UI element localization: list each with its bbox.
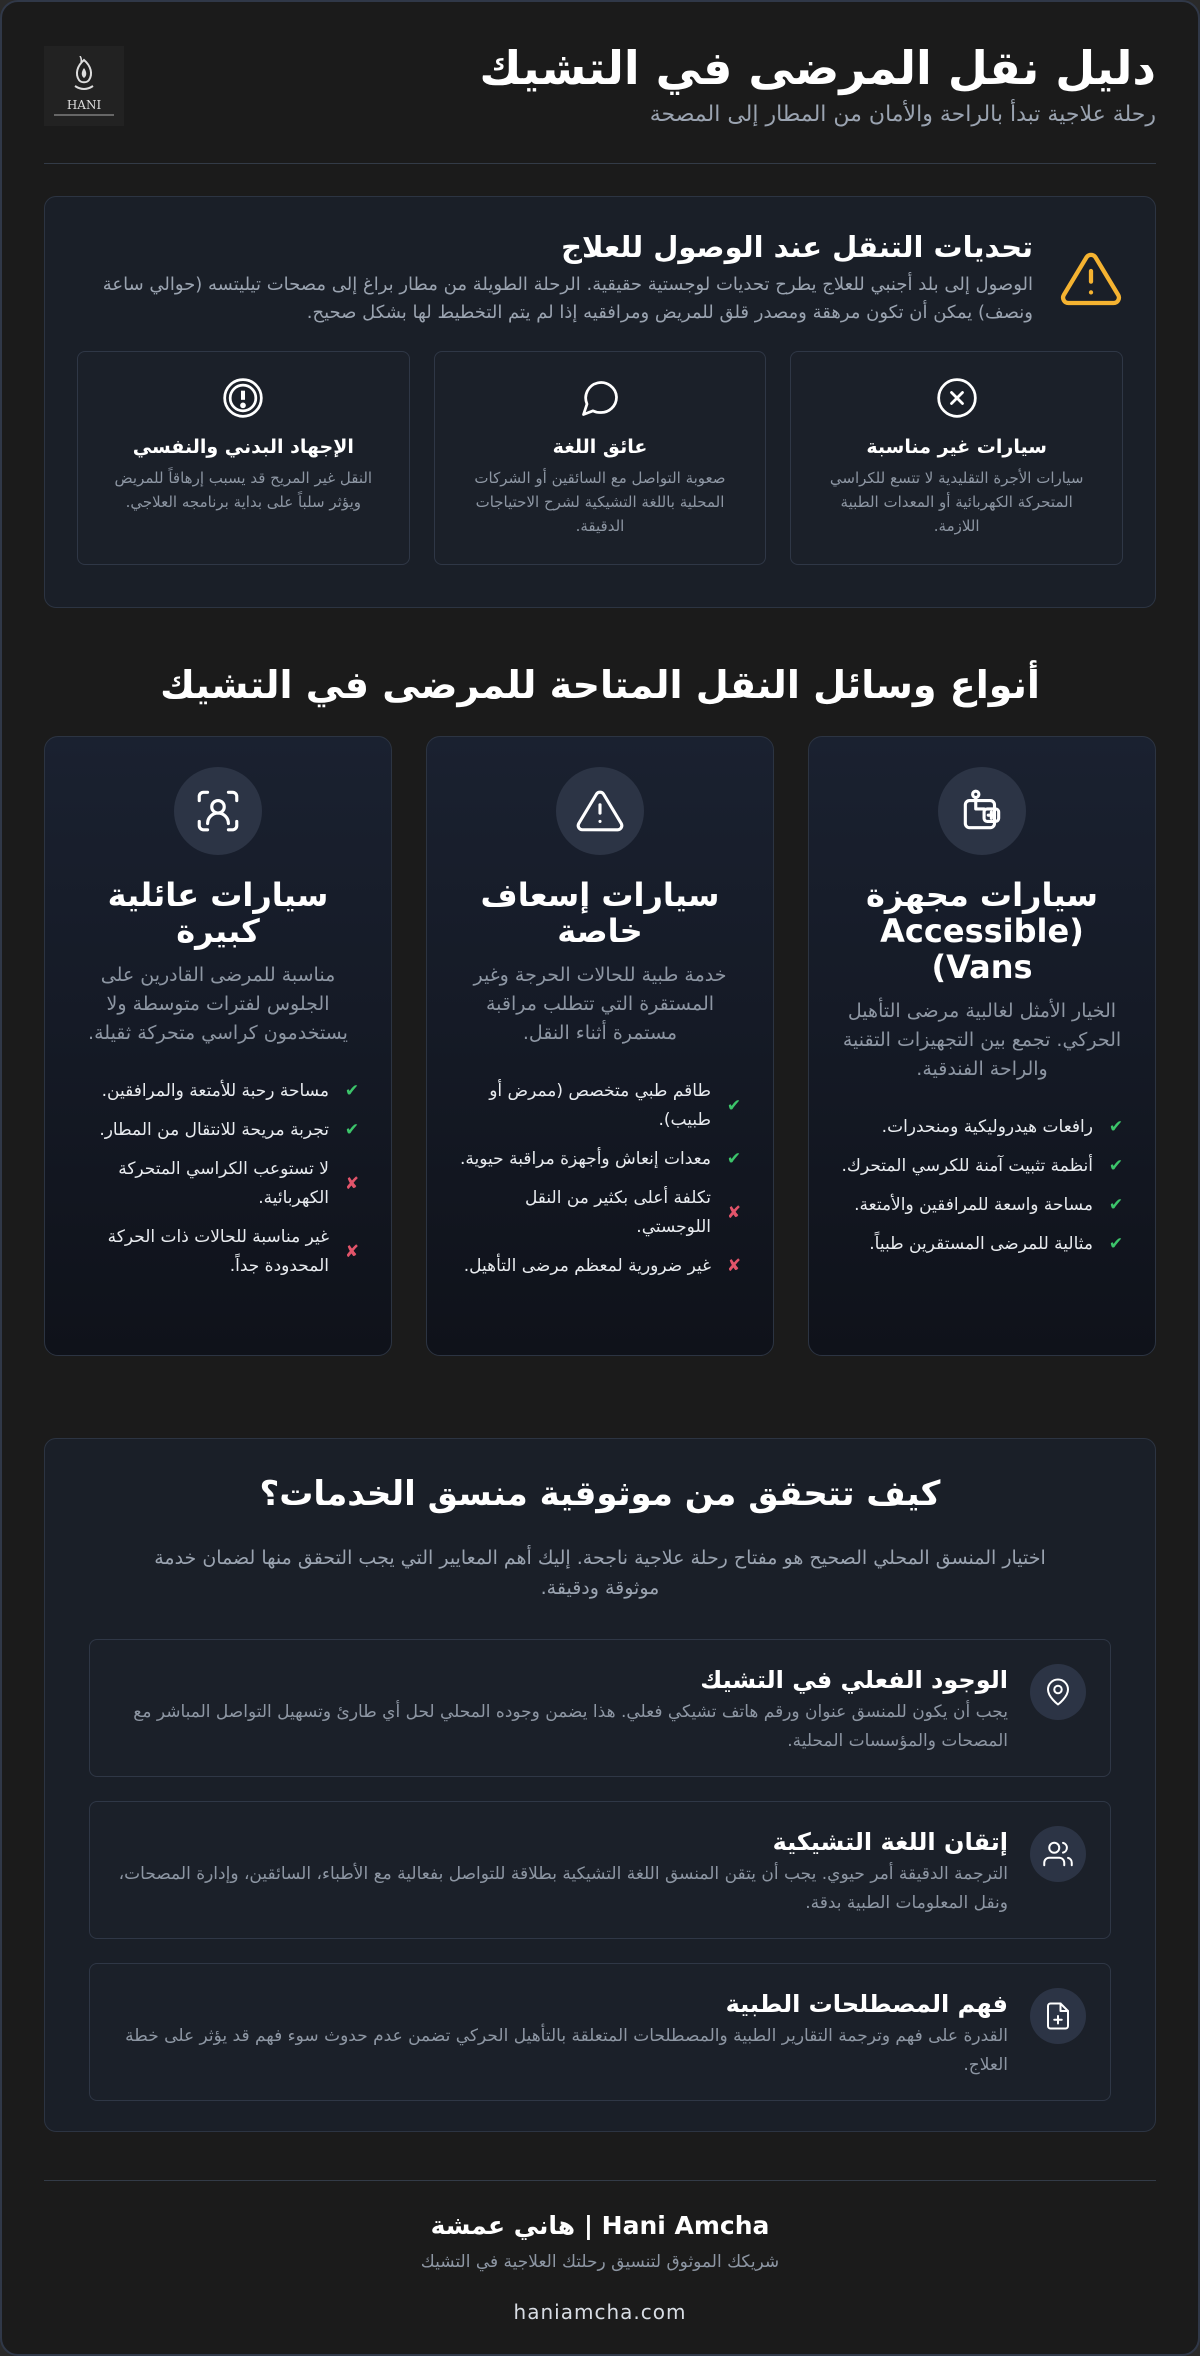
transport-columns xyxy=(44,736,1156,1356)
list-item xyxy=(837,1113,1127,1142)
challenge-title: سيارات غير مناسبة xyxy=(866,436,1047,458)
feature-list xyxy=(73,1077,363,1281)
verify-icon-wrap xyxy=(1030,1988,1086,2044)
list-item-text: تكلفة أعلى بكثير من النقل اللوجستي. xyxy=(524,1188,711,1237)
list-item xyxy=(455,1252,745,1281)
list-item-text: طاقم طبي متخصص (ممرض أو طبيب). xyxy=(489,1081,711,1130)
verify-item xyxy=(89,1801,1111,1939)
list-item xyxy=(837,1230,1127,1259)
footer xyxy=(44,2180,1156,2324)
verify-title: كيف تتحقق من موثوقية منسق الخدمات؟ xyxy=(259,1474,941,1514)
transport-card-desc: خدمة طبية للحالات الحرجة وغير المستقرة التي تتطلب مراقبة مستمرة أثناء النقل. xyxy=(473,964,727,1044)
x-circle-icon xyxy=(935,376,979,420)
challenges-description: الوصول إلى بلد أجنبي للعلاج يطرح تحديات لوجستية حقيقية. الرحلة الطويلة من مطار براغ إلى مصحات تيليتسه (حوالي ساعة ونصف) يمكن أن تكون مرهقة ومصدر قلق للمريض ومرافقيه إذا لم يتم التخطيط لها بشكل صحيح. xyxy=(102,274,1033,323)
page-title: دليل نقل المرضى في التشيك xyxy=(479,41,1156,95)
transport-card-title: سيارات إسعاف خاصة xyxy=(480,876,720,950)
verify-item xyxy=(89,1963,1111,2101)
verify-description: اختيار المنسق المحلي الصحيح هو مفتاح رحلة علاجية ناجحة. إليك أهم المعايير التي يجب التحقق منها لضمان خدمة موثوقة ودقيقة. xyxy=(154,1547,1046,1599)
check-icon: ✔ xyxy=(1108,1234,1124,1254)
warning-triangle-icon xyxy=(575,786,625,836)
users-icon xyxy=(1043,1839,1073,1869)
header-text xyxy=(479,38,1156,127)
logo-emblem-icon xyxy=(67,56,101,96)
footer-site-link[interactable]: haniamcha.com xyxy=(513,2300,687,2324)
col-icon-wrap xyxy=(174,767,262,855)
cross-icon: ✘ xyxy=(726,1256,742,1276)
list-item xyxy=(837,1152,1127,1181)
logo-text: HANI xyxy=(66,98,102,112)
challenge-item xyxy=(790,351,1123,565)
list-item xyxy=(455,1145,745,1174)
logo xyxy=(44,46,124,126)
check-icon: ✔ xyxy=(1108,1195,1124,1215)
verify-item-desc: القدرة على فهم وترجمة التقارير الطبية والمصطلحات المتعلقة بالتأهيل الحركي تضمن عدم حدوث سوء فهم قد يؤثر على خطة العلاج. xyxy=(125,2026,1008,2075)
list-item xyxy=(73,1077,363,1106)
feature-list xyxy=(455,1077,745,1281)
verify-card xyxy=(44,1438,1156,2132)
footer-name: Hani Amcha | هاني عمشة xyxy=(430,2211,770,2240)
challenges-text xyxy=(77,227,1033,327)
challenge-desc: سيارات الأجرة التقليدية لا تتسع للكراسي المتحركة الكهربائية أو المعدات الطبية اللازمة. xyxy=(829,469,1084,535)
challenges-grid xyxy=(77,351,1123,565)
list-item-text: تجربة مريحة للانتقال من المطار. xyxy=(99,1120,329,1140)
verify-item-desc: يجب أن يكون للمنسق عنوان ورقم هاتف تشيكي فعلي. هذا يضمن وجوده المحلي لحل أي طارئ وتسهيل التواصل المباشر مع المصحات والمؤسسات المحلية. xyxy=(133,1702,1008,1751)
list-item-text: مساحة واسعة للمرافقين والأمتعة. xyxy=(854,1195,1093,1215)
cross-icon: ✘ xyxy=(726,1202,742,1223)
challenge-title: عائق اللغة xyxy=(552,436,648,458)
feature-list xyxy=(837,1113,1127,1259)
chat-bubble-icon xyxy=(578,376,622,420)
list-item xyxy=(455,1184,745,1242)
cross-icon: ✘ xyxy=(344,1173,360,1194)
challenges-title: تحديات التنقل عند الوصول للعلاج xyxy=(561,230,1033,264)
check-icon: ✔ xyxy=(1108,1156,1124,1176)
header xyxy=(44,2,1156,164)
map-pin-icon xyxy=(1043,1677,1073,1707)
list-item-text: مساحة رحبة للأمتعة والمرافقين. xyxy=(101,1081,329,1101)
verify-item-text xyxy=(114,1664,1008,1756)
transport-card-ambulance xyxy=(426,736,774,1356)
challenge-title: الإجهاد البدني والنفسي xyxy=(132,436,354,458)
user-focus-icon xyxy=(193,786,243,836)
challenge-desc: صعوبة التواصل مع السائقين أو الشركات المحلية باللغة التشيكية لشرح الاحتياجات الدقيقة. xyxy=(474,469,726,535)
col-icon-wrap xyxy=(556,767,644,855)
challenges-header xyxy=(77,227,1123,327)
footer-tagline: شريكك الموثوق لتنسيق رحلتك العلاجية في التشيك xyxy=(420,2252,780,2272)
list-item-text: أنظمة تثبيت آمنة للكرسي المتحرك. xyxy=(841,1156,1093,1176)
challenge-desc: النقل غير المريح قد يسبب إرهاقاً للمريض ويؤثر سلباً على بداية برنامجه العلاجي. xyxy=(114,469,373,511)
transport-section-title: أنواع وسائل النقل المتاحة للمرضى في التشيك xyxy=(160,663,1040,707)
list-item-text: رافعات هيدروليكية ومنحدرات. xyxy=(881,1117,1093,1137)
check-icon: ✔ xyxy=(344,1081,360,1101)
verify-item-text xyxy=(114,1988,1008,2080)
list-item-text: لا تستوعب الكراسي المتحركة الكهربائية. xyxy=(118,1159,329,1208)
verify-item xyxy=(89,1639,1111,1777)
verify-icon-wrap xyxy=(1030,1826,1086,1882)
cross-icon: ✘ xyxy=(344,1241,360,1262)
file-plus-icon xyxy=(1043,2001,1073,2031)
page-subtitle: رحلة علاجية تبدأ بالراحة والأمان من المطار إلى المصحة xyxy=(649,102,1156,127)
alert-circle-icon xyxy=(221,376,265,420)
transport-card-desc: مناسبة للمرضى القادرين على الجلوس لفترات متوسطة ولا يستخدمون كراسي متحركة ثقيلة. xyxy=(88,964,348,1044)
list-item-text: غير ضرورية لمعظم مرضى التأهيل. xyxy=(463,1256,711,1276)
verify-item-title: إتقان اللغة التشيكية xyxy=(772,1828,1008,1856)
transport-card-desc: الخيار الأمثل لغالبية مرضى التأهيل الحركي. تجمع بين التجهيزات التقنية والراحة الفندقية. xyxy=(842,1000,1122,1080)
check-icon: ✔ xyxy=(344,1120,360,1140)
list-item-text: غير مناسبة للحالات ذات الحركة المحدودة جداً. xyxy=(107,1227,329,1276)
check-icon: ✔ xyxy=(726,1095,742,1116)
logo-divider xyxy=(54,114,114,116)
check-icon: ✔ xyxy=(726,1149,742,1169)
transport-card-family-cars xyxy=(44,736,392,1356)
transport-card-title: سيارات مجهزة (Accessible Vans) xyxy=(865,876,1099,986)
col-icon-wrap xyxy=(938,767,1026,855)
list-item xyxy=(73,1155,363,1213)
verify-icon-wrap xyxy=(1030,1664,1086,1720)
list-item-text: مثالية للمرضى المستقرين طبياً. xyxy=(869,1234,1093,1254)
check-icon: ✔ xyxy=(1108,1117,1124,1137)
verify-item-desc: الترجمة الدقيقة أمر حيوي. يجب أن يتقن المنسق اللغة التشيكية بطلاقة للتواصل بفعالية مع الأطباء، السائقين، وإدارة المصحات، ونقل المعلومات الطبية بدقة. xyxy=(118,1864,1008,1913)
transport-card-accessible-vans xyxy=(808,736,1156,1356)
verify-item-title: الوجود الفعلي في التشيك xyxy=(700,1666,1008,1694)
warning-triangle-icon xyxy=(1059,247,1123,311)
list-item xyxy=(73,1223,363,1281)
verify-item-title: فهم المصطلحات الطبية xyxy=(725,1990,1008,2018)
transport-card-title: سيارات عائلية كبيرة xyxy=(107,876,329,950)
challenge-item xyxy=(77,351,410,565)
list-item xyxy=(73,1116,363,1145)
challenges-card xyxy=(44,196,1156,608)
challenge-item xyxy=(434,351,767,565)
list-item xyxy=(455,1077,745,1135)
list-item xyxy=(837,1191,1127,1220)
verify-item-text xyxy=(114,1826,1008,1918)
list-item-text: معدات إنعاش وأجهزة مراقبة حيوية. xyxy=(460,1149,711,1169)
accessible-van-icon xyxy=(957,786,1007,836)
